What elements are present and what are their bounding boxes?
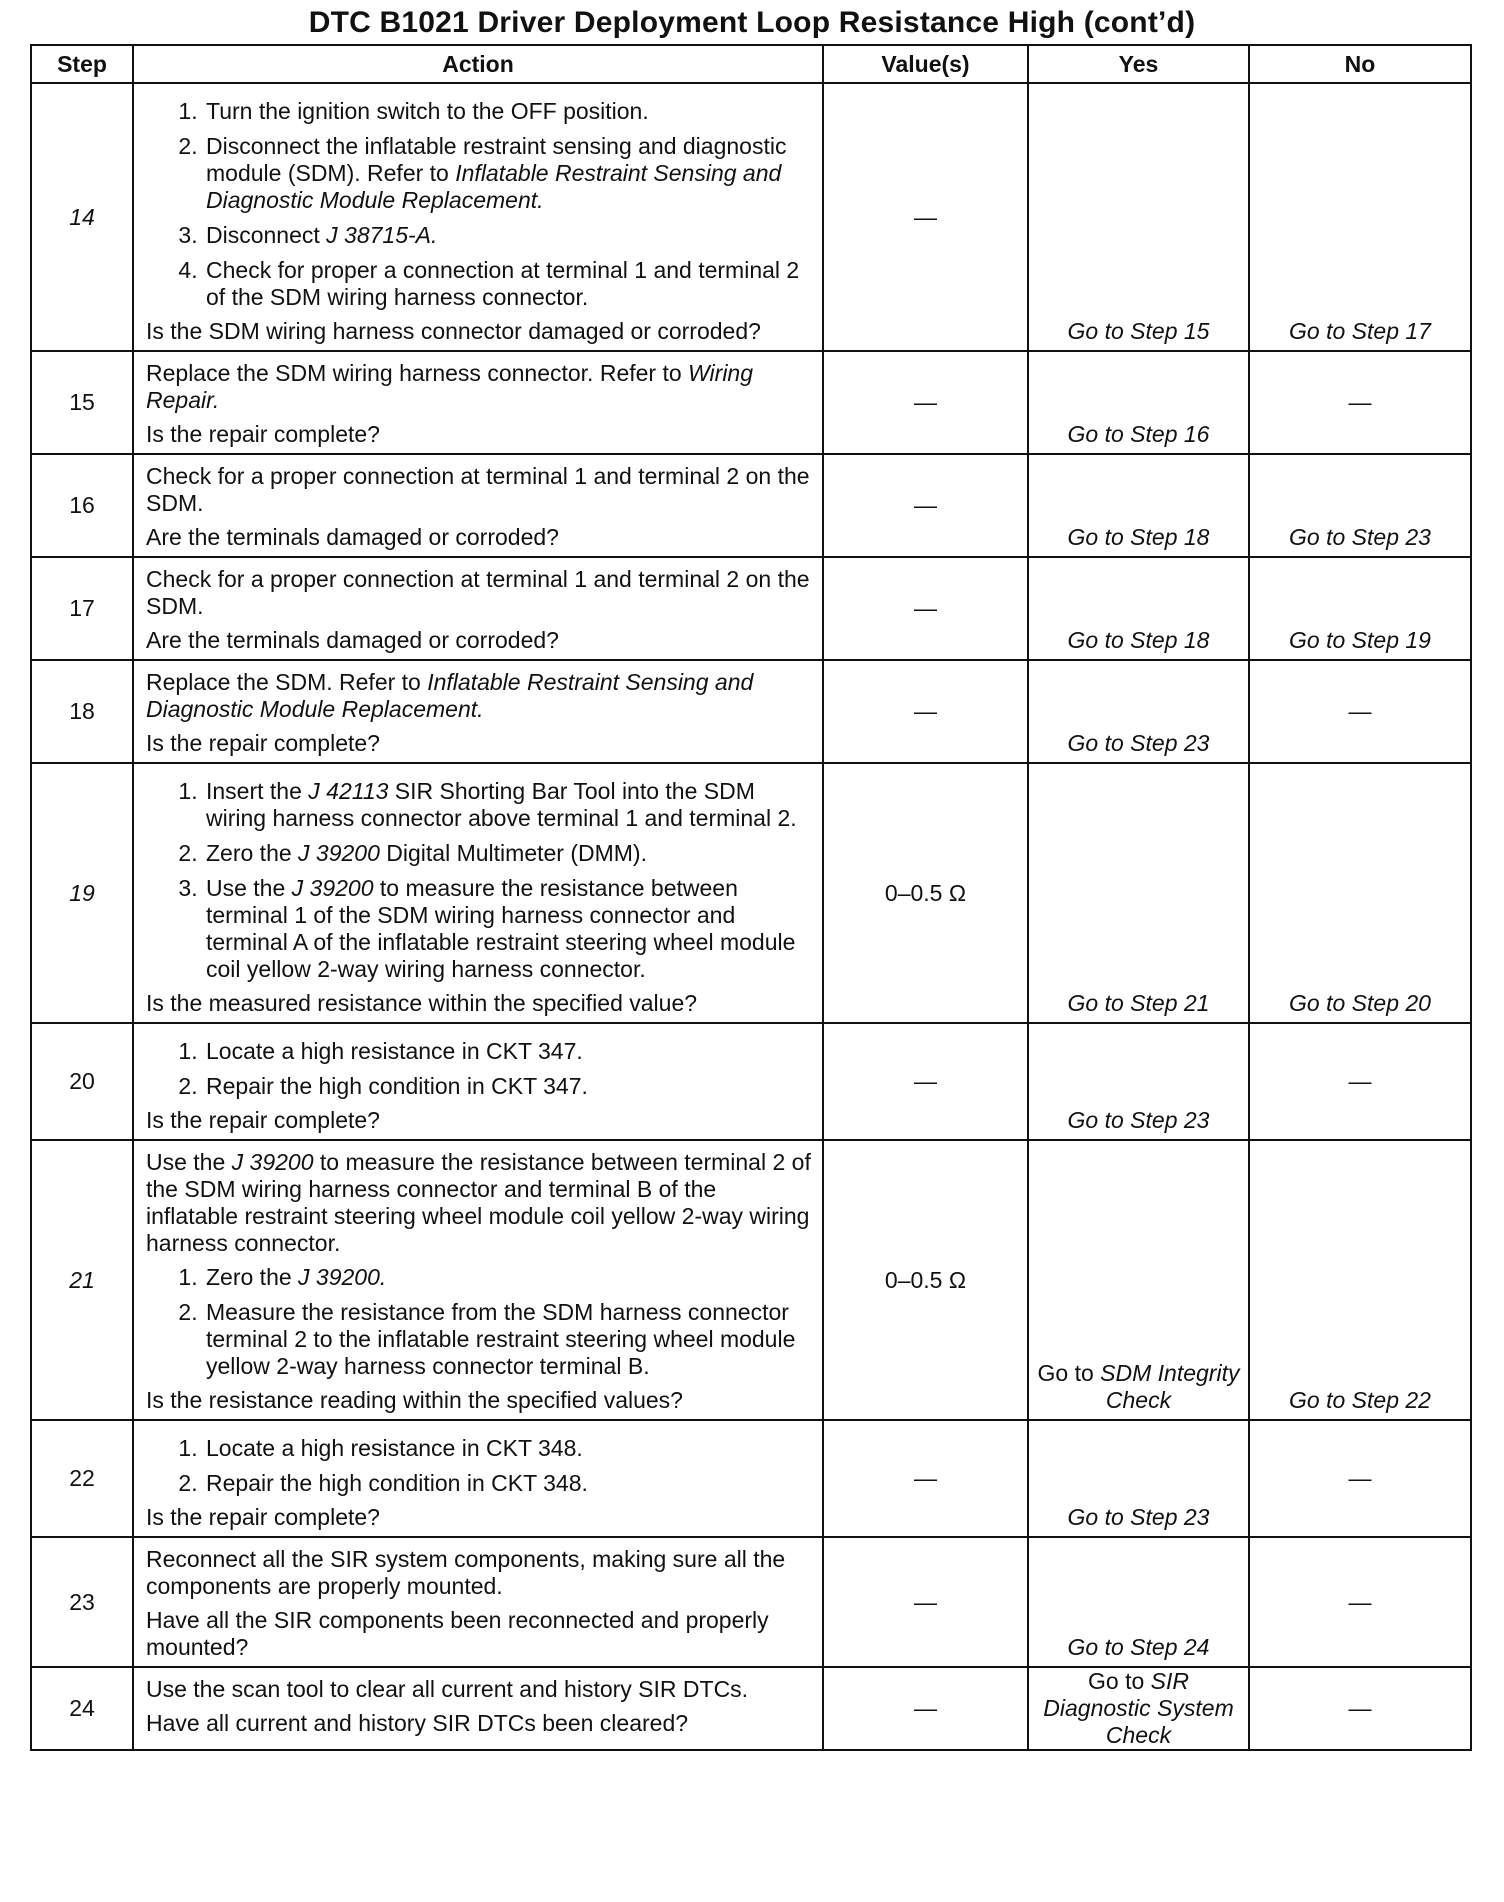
no-text (1289, 524, 1431, 550)
yes-text (1043, 1668, 1233, 1748)
no-text (1289, 627, 1431, 653)
yes-cell (1028, 763, 1249, 1023)
no-text (1349, 1068, 1372, 1094)
text-run: Is the repair complete? (146, 421, 380, 447)
action-steps (146, 1264, 812, 1380)
text-run: Is the SDM wiring harness connector damaged or corroded? (146, 318, 761, 344)
action-question (146, 1710, 812, 1737)
text-run: Go to Step 23 (1067, 1504, 1210, 1530)
action-intro (146, 360, 812, 414)
action-step (204, 875, 812, 983)
action-step (204, 222, 812, 249)
header-action: Action (133, 45, 823, 83)
text-run: Zero the (206, 1264, 299, 1290)
action-intro (146, 1676, 812, 1703)
text-run: Go to Step 18 (1067, 627, 1210, 653)
text-run: Check for a proper connection at terminal 1 and terminal 2 on the SDM. (146, 463, 810, 516)
action-intro (146, 1546, 812, 1600)
text-run: Locate a high resistance in CKT 348. (206, 1435, 583, 1461)
text-run: — (1348, 1695, 1372, 1721)
table-row (31, 83, 1471, 351)
action-cell (133, 351, 823, 454)
text-run: to measure the resistance between terminal 2 of the SDM wiring harness connector and terminal B of the inflatable restraint steering wheel module coil yellow 2-way wiring harness connector. (146, 1149, 811, 1256)
value-cell: 0–0.5 Ω (823, 763, 1028, 1023)
yes-text (1068, 524, 1210, 550)
no-cell (1249, 763, 1471, 1023)
text-run: Repair the high condition in CKT 347. (206, 1073, 588, 1099)
table-row (31, 557, 1471, 660)
yes-text (1068, 1107, 1210, 1133)
text-run: Inflatable Restraint Sensing and Diagnostic Module Replacement. (146, 669, 754, 722)
header-yes: Yes (1028, 45, 1249, 83)
text-run: Replace the SDM. Refer to (146, 669, 428, 695)
table-row (31, 1667, 1471, 1750)
no-cell (1249, 557, 1471, 660)
action-step (204, 257, 812, 311)
value-cell: — (823, 1667, 1028, 1750)
table-row (31, 660, 1471, 763)
action-step (204, 840, 812, 867)
action-cell (133, 1667, 823, 1750)
action-question (146, 1607, 812, 1661)
yes-cell (1028, 1023, 1249, 1140)
table-row (31, 1420, 1471, 1537)
yes-cell (1028, 1537, 1249, 1667)
action-question (146, 730, 812, 757)
text-run: — (1348, 1465, 1372, 1491)
text-run: Zero the (206, 840, 299, 866)
no-text (1289, 1387, 1431, 1413)
no-text (1349, 389, 1372, 415)
text-run: Is the repair complete? (146, 1504, 380, 1530)
yes-cell (1028, 454, 1249, 557)
text-run: J 42113 (308, 778, 389, 804)
yes-cell (1028, 557, 1249, 660)
no-cell (1249, 660, 1471, 763)
no-text (1349, 698, 1372, 724)
text-run: Is the repair complete? (146, 730, 380, 756)
text-run: Disconnect the inflatable restraint sensing and diagnostic module (SDM). Refer to (206, 133, 787, 186)
action-intro (146, 463, 812, 517)
action-step (204, 1038, 812, 1065)
action-cell (133, 83, 823, 351)
value-cell: — (823, 1023, 1028, 1140)
value-cell: — (823, 454, 1028, 557)
action-cell (133, 1537, 823, 1667)
document-title: DTC B1021 Driver Deployment Loop Resistance High (cont’d) (308, 6, 1196, 39)
text-run: SDM Integrity Check (1100, 1360, 1240, 1413)
value-cell: 0–0.5 Ω (823, 1140, 1028, 1420)
header-step: Step (31, 45, 133, 83)
text-run: Is the resistance reading within the specified values? (146, 1387, 683, 1413)
action-steps (146, 1435, 812, 1497)
text-run: Replace the SDM wiring harness connector. Refer to (146, 360, 689, 386)
step-number: 18 (31, 660, 133, 763)
table-header (31, 45, 1471, 83)
step-number: 16 (31, 454, 133, 557)
text-run: Repair the high condition in CKT 348. (206, 1470, 588, 1496)
text-run: Reconnect all the SIR system components, making sure all the components are properly mounted. (146, 1546, 786, 1599)
yes-cell (1028, 1667, 1249, 1750)
text-run: Go to Step 22 (1289, 1387, 1431, 1413)
text-run: SIR Shorting Bar Tool into the SDM wiring harness connector above terminal 1 and terminal 2. (206, 778, 797, 831)
action-cell (133, 660, 823, 763)
no-text (1349, 1465, 1372, 1491)
action-cell (133, 1420, 823, 1537)
text-run: Go to Step 23 (1067, 730, 1210, 756)
yes-cell (1028, 351, 1249, 454)
text-run: Go to Step 23 (1067, 1107, 1210, 1133)
yes-text (1038, 1360, 1240, 1413)
table-row (31, 1140, 1471, 1420)
action-step (204, 133, 812, 214)
step-number: 19 (31, 763, 133, 1023)
text-run: Go to (1088, 1668, 1151, 1694)
text-run: Go to Step 16 (1067, 421, 1210, 447)
value-cell: — (823, 557, 1028, 660)
text-run: Go to Step 15 (1067, 318, 1210, 344)
text-run: Inflatable Restraint Sensing and Diagnostic Module Replacement. (206, 160, 782, 213)
text-run: J 39200 (231, 1149, 314, 1175)
action-question (146, 990, 812, 1017)
action-step (204, 1299, 812, 1380)
text-run: Go to Step 17 (1289, 318, 1431, 344)
text-run: Go to Step 20 (1289, 990, 1431, 1016)
diagnostic-table (30, 44, 1472, 1751)
action-step (204, 1264, 812, 1291)
action-question (146, 1504, 812, 1531)
text-run: Use the scan tool to clear all current and history SIR DTCs. (146, 1676, 749, 1702)
action-step (204, 1073, 812, 1100)
text-run: to measure the resistance between terminal 1 of the SDM wiring harness connector and terminal A of the inflatable restraint steering wheel module coil yellow 2-way wiring harness connector. (206, 875, 796, 982)
action-intro (146, 1149, 812, 1257)
text-run: Measure the resistance from the SDM harness connector terminal 2 to the inflatable restraint steering wheel module yellow 2-way harness connector terminal B. (206, 1299, 796, 1379)
yes-cell (1028, 660, 1249, 763)
table-row (31, 1537, 1471, 1667)
yes-text (1068, 990, 1210, 1016)
text-run: Use the (206, 875, 292, 901)
no-cell (1249, 454, 1471, 557)
no-text (1349, 1589, 1372, 1615)
text-run: — (1348, 389, 1372, 415)
text-run: SIR Diagnostic System Check (1043, 1668, 1234, 1748)
text-run: — (1348, 698, 1372, 724)
action-steps (146, 1038, 812, 1100)
action-step (204, 1470, 812, 1497)
text-run: Go to Step 21 (1067, 990, 1210, 1016)
no-cell (1249, 1140, 1471, 1420)
text-run: Digital Multimeter (DMM). (379, 840, 647, 866)
text-run: Check for proper a connection at terminal 1 and terminal 2 of the SDM wiring harness connector. (206, 257, 800, 310)
text-run: Turn the ignition switch to the OFF position. (206, 98, 649, 124)
text-run: Wiring Repair. (146, 360, 754, 413)
yes-cell (1028, 1420, 1249, 1537)
action-cell (133, 763, 823, 1023)
action-cell (133, 557, 823, 660)
step-number: 21 (31, 1140, 133, 1420)
yes-cell (1028, 83, 1249, 351)
text-run: Is the measured resistance within the specified value? (146, 990, 698, 1016)
value-cell: — (823, 660, 1028, 763)
value-cell: — (823, 351, 1028, 454)
step-number: 23 (31, 1537, 133, 1667)
step-number: 15 (31, 351, 133, 454)
action-question (146, 524, 812, 551)
text-run: Insert the (206, 778, 309, 804)
no-text (1349, 1695, 1372, 1721)
yes-text (1068, 421, 1210, 447)
text-run: J 39200 (291, 875, 374, 901)
text-run: Go to Step 23 (1289, 524, 1431, 550)
text-run: — (1348, 1068, 1372, 1094)
text-run: J 39200 (298, 840, 380, 866)
header-row (31, 45, 1471, 83)
text-run: Go to Step 18 (1067, 524, 1210, 550)
yes-text (1068, 1504, 1210, 1530)
action-question (146, 627, 812, 654)
step-number: 24 (31, 1667, 133, 1750)
no-text (1289, 990, 1431, 1016)
no-cell (1249, 1537, 1471, 1667)
action-steps (146, 98, 812, 311)
header-no: No (1249, 45, 1471, 83)
header-values: Value(s) (823, 45, 1028, 83)
text-run: Locate a high resistance in CKT 347. (206, 1038, 583, 1064)
value-cell: — (823, 1537, 1028, 1667)
text-run: Go to Step 19 (1289, 627, 1431, 653)
action-step (204, 98, 812, 125)
action-question (146, 318, 812, 345)
table-row (31, 1023, 1471, 1140)
step-number: 20 (31, 1023, 133, 1140)
no-cell (1249, 83, 1471, 351)
no-text (1289, 318, 1431, 344)
action-step (204, 778, 812, 832)
value-cell: — (823, 1420, 1028, 1537)
no-cell (1249, 1420, 1471, 1537)
action-intro (146, 566, 812, 620)
action-question (146, 1387, 812, 1414)
text-run: Are the terminals damaged or corroded? (146, 524, 559, 550)
table-body (31, 83, 1471, 1750)
text-run: Is the repair complete? (146, 1107, 380, 1133)
step-number: 14 (31, 83, 133, 351)
action-cell (133, 454, 823, 557)
value-cell: — (823, 83, 1028, 351)
text-run: Go to (1037, 1360, 1101, 1386)
step-number: 17 (31, 557, 133, 660)
yes-text (1068, 318, 1210, 344)
text-run: Have all the SIR components been reconnected and properly mounted? (146, 1607, 769, 1660)
action-cell (133, 1023, 823, 1140)
action-intro (146, 669, 812, 723)
text-run: Have all current and history SIR DTCs been cleared? (146, 1710, 689, 1736)
text-run: Use the (146, 1149, 232, 1175)
table-row (31, 763, 1471, 1023)
no-cell (1249, 351, 1471, 454)
yes-text (1068, 730, 1210, 756)
action-steps (146, 778, 812, 983)
table-row (31, 351, 1471, 454)
text-run: J 38715-A. (326, 222, 438, 248)
text-run: Are the terminals damaged or corroded? (146, 627, 559, 653)
no-cell (1249, 1023, 1471, 1140)
action-cell (133, 1140, 823, 1420)
step-number: 22 (31, 1420, 133, 1537)
text-run: — (1348, 1588, 1372, 1615)
text-run: Check for a proper connection at terminal 1 and terminal 2 on the SDM. (146, 566, 810, 619)
yes-text (1068, 627, 1210, 653)
yes-cell (1028, 1140, 1249, 1420)
action-question (146, 1107, 812, 1134)
action-step (204, 1435, 812, 1462)
yes-text (1068, 1634, 1210, 1660)
text-run: J 39200. (298, 1264, 387, 1290)
no-cell (1249, 1667, 1471, 1750)
text-run: Disconnect (206, 222, 327, 248)
text-run: Go to Step 24 (1067, 1634, 1210, 1660)
action-question (146, 421, 812, 448)
table-row (31, 454, 1471, 557)
